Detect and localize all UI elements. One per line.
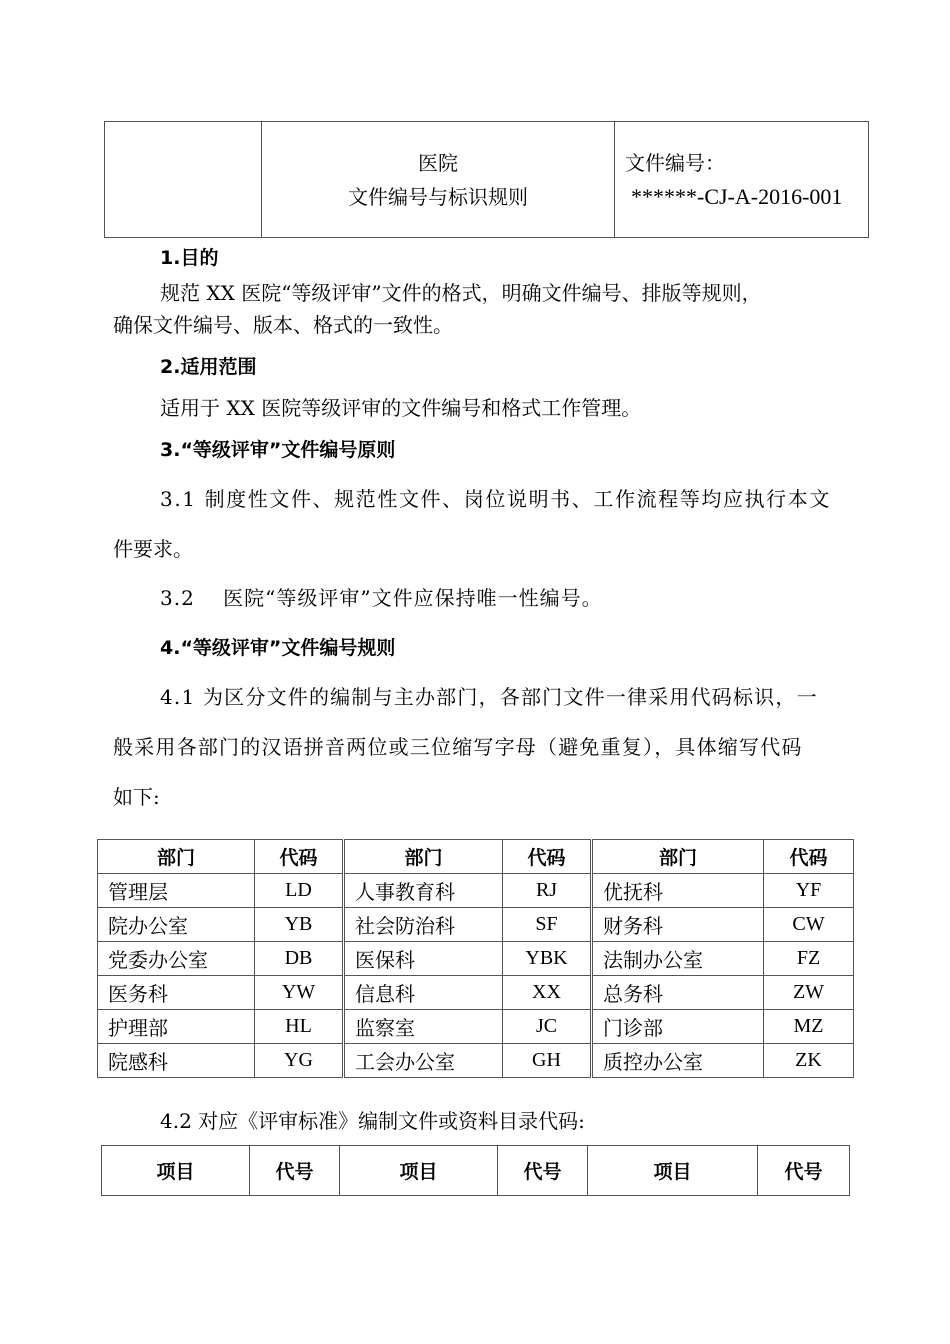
department-name: 监察室 <box>344 1010 503 1044</box>
department-name: 工会办公室 <box>344 1044 503 1078</box>
department-code: XX <box>503 976 592 1010</box>
department-code: GH <box>503 1044 592 1078</box>
column-header: 代码 <box>503 840 592 874</box>
column-header: 代号 <box>498 1146 588 1196</box>
column-header: 代码 <box>764 840 854 874</box>
department-name: 法制办公室 <box>592 942 764 976</box>
document-header-table <box>104 121 869 238</box>
department-name: 党委办公室 <box>98 942 255 976</box>
column-header: 部门 <box>98 840 255 874</box>
section-1-body-line1: 规范 XX 医院“等级评审”文件的格式，明确文件编号、排版等规则， <box>160 281 762 305</box>
document-number-value: ******-CJ-A-2016-001 <box>631 183 843 209</box>
department-code: YG <box>255 1044 344 1078</box>
department-code: YBK <box>503 942 592 976</box>
document-number-label: 文件编号： <box>625 150 725 175</box>
department-name: 财务科 <box>592 908 764 942</box>
department-code: HL <box>255 1010 344 1044</box>
department-code: DB <box>255 942 344 976</box>
document-number-cell <box>615 122 869 238</box>
section-1-heading: 1.目的 <box>160 247 219 269</box>
department-name: 门诊部 <box>592 1010 764 1044</box>
department-code: LD <box>255 874 344 908</box>
table-row <box>98 1044 854 1078</box>
department-table-header-row <box>98 840 854 874</box>
department-name: 院办公室 <box>98 908 255 942</box>
table-row <box>98 908 854 942</box>
department-code: RJ <box>503 874 592 908</box>
column-header: 部门 <box>344 840 503 874</box>
department-code: SF <box>503 908 592 942</box>
column-header: 项目 <box>340 1146 498 1196</box>
title-line-1: 医院 <box>418 150 458 175</box>
department-code: JC <box>503 1010 592 1044</box>
section-3-2: 3.2 医院“等级评审”文件应保持唯一性编号。 <box>160 586 603 610</box>
section-2-body: 适用于 XX 医院等级评审的文件编号和格式工作管理。 <box>160 396 642 420</box>
department-name: 医保科 <box>344 942 503 976</box>
department-code: YF <box>764 874 854 908</box>
item-table-header-row <box>102 1146 850 1196</box>
table-row <box>98 1010 854 1044</box>
table-row <box>98 942 854 976</box>
section-1-body-line2: 确保文件编号、版本、格式的一致性。 <box>113 313 453 337</box>
title-line-2: 文件编号与标识规则 <box>348 184 528 209</box>
department-code: MZ <box>764 1010 854 1044</box>
section-4-heading: 4.“等级评审”文件编号规则 <box>160 637 396 659</box>
column-header: 部门 <box>592 840 764 874</box>
department-name: 质控办公室 <box>592 1044 764 1078</box>
department-name: 护理部 <box>98 1010 255 1044</box>
department-code: FZ <box>764 942 854 976</box>
department-name: 信息科 <box>344 976 503 1010</box>
section-3-1-line2: 件要求。 <box>113 537 193 561</box>
department-code: YW <box>255 976 344 1010</box>
section-4-1-line2: 般采用各部门的汉语拼音两位或三位缩写字母（避免重复），具体缩写代码 <box>113 735 803 759</box>
logo-cell <box>105 122 262 238</box>
table-row <box>98 976 854 1010</box>
column-header: 代号 <box>250 1146 340 1196</box>
department-name: 院感科 <box>98 1044 255 1078</box>
column-header: 项目 <box>102 1146 250 1196</box>
department-code: YB <box>255 908 344 942</box>
department-name: 管理层 <box>98 874 255 908</box>
department-name: 优抚科 <box>592 874 764 908</box>
section-4-1-line1: 4.1 为区分文件的编制与主办部门，各部门文件一律采用代码标识，一 <box>160 685 818 709</box>
department-code: CW <box>764 908 854 942</box>
table-row <box>98 874 854 908</box>
section-4-1-line3: 如下: <box>113 785 160 809</box>
department-code: ZK <box>764 1044 854 1078</box>
column-header: 代码 <box>255 840 344 874</box>
section-2-heading: 2.适用范围 <box>160 356 257 378</box>
department-code-table <box>97 839 854 1078</box>
section-3-heading: 3.“等级评审”文件编号原则 <box>160 439 396 461</box>
section-4-2: 4.2 对应《评审标准》编制文件或资料目录代码: <box>160 1109 585 1133</box>
department-name: 总务科 <box>592 976 764 1010</box>
department-name: 医务科 <box>98 976 255 1010</box>
department-name: 人事教育科 <box>344 874 503 908</box>
section-3-1-line1: 3.1 制度性文件、规范性文件、岗位说明书、工作流程等均应执行本文 <box>160 487 831 511</box>
department-code: ZW <box>764 976 854 1010</box>
column-header: 项目 <box>588 1146 758 1196</box>
document-title-cell <box>262 122 615 238</box>
item-code-table <box>101 1145 850 1196</box>
department-name: 社会防治科 <box>344 908 503 942</box>
column-header: 代号 <box>758 1146 850 1196</box>
